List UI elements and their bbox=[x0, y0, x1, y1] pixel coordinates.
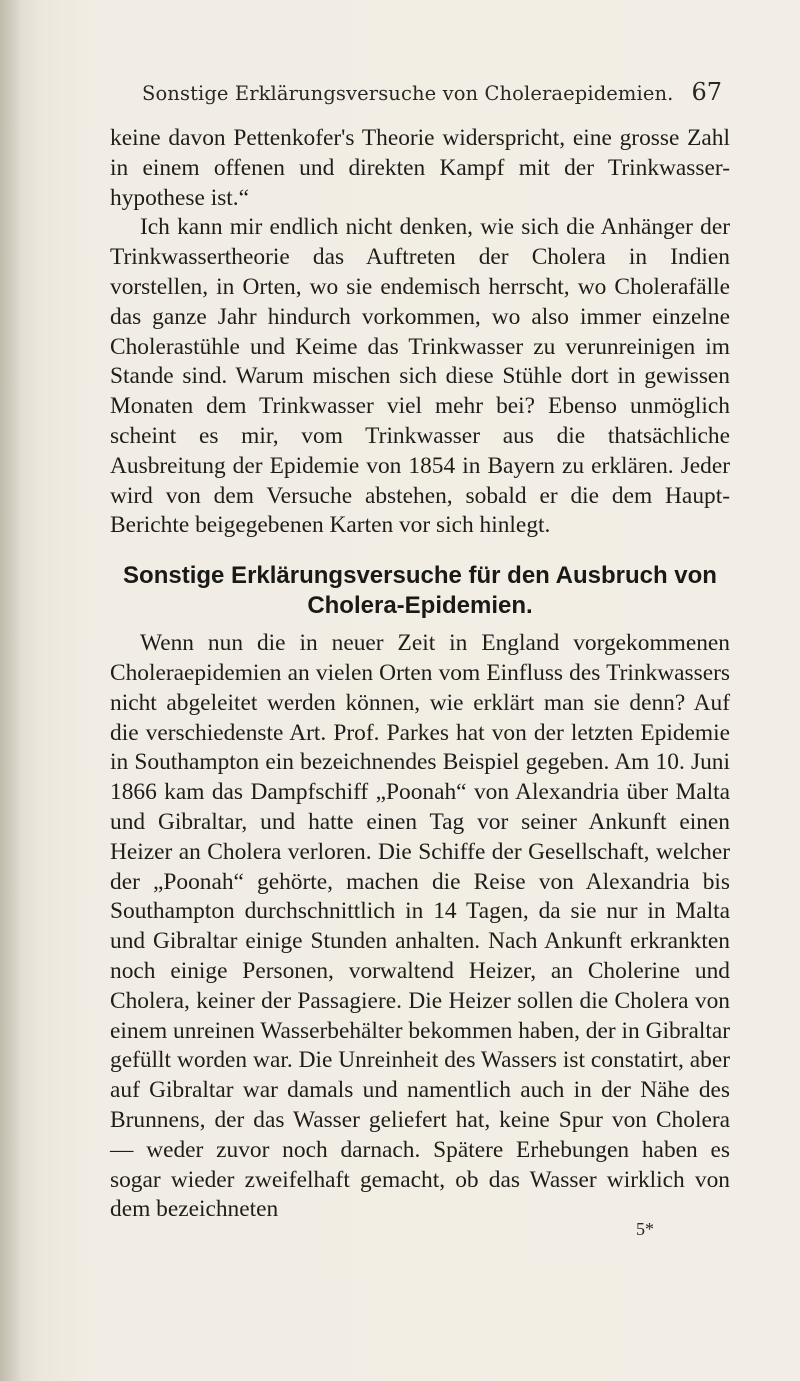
running-head bbox=[110, 78, 730, 112]
section-heading: Sonstige Erklärungsversuche für den Ausbruch von Cholera-Epidemien. bbox=[123, 562, 717, 620]
page-number: 67 bbox=[691, 78, 722, 106]
signature-mark: 5* bbox=[636, 1219, 654, 1239]
paragraph-continued: keine davon Pettenkofer's Theorie widerspricht, eine grosse Zahl in einem offenen und direkten Kampf mit der Trinkwasser-hypothese ist.“ bbox=[110, 125, 730, 211]
paragraph-southampton: Wenn nun die in neuer Zeit in England vorgekommenen Choleraepidemien an vielen Orten vom Einfluss des Trinkwassers nicht abgeleitet werden können, wie erklärt man sie denn? Auf die verschiedenste Art. Prof. Parkes hat von der letzten Epidemie in Southampton ein bezeichnendes Beispiel gegeben. Am 10. Juni 1866 kam das Dampfschiff „Poonah“ von Alexandria über Malta und Gibraltar, und hatte einen Tag vor seiner Ankunft einen Heizer an Cholera verloren. Die Schiffe der Gesellschaft, welcher der „Poonah“ gehörte, machen die Reise von Alexandria bis Southampton durchschnittlich in 14 Tagen, da sie nur in Malta und Gibraltar einige Stunden anhalten. Nach Ankunft erkrankten noch einige Personen, vorwaltend Heizer, an Cholerine und Cholera, keiner der Passagiere. Die Heizer sollen die Cholera von einem unreinen Wasserbehälter bekommen haben, der in Gibraltar gefüllt worden war. Die Unreinheit des Wassers ist constatirt, aber auf Gibraltar war damals und namentlich auch in der Nähe des Brunnens, der das Wasser geliefert hat, keine Spur von Cholera — weder zuvor noch darnach. Spätere Erhebungen haben es sogar wieder zweifelhaft gemacht, ob das Wasser wirklich von dem bezeichneten bbox=[110, 630, 730, 1223]
body-text bbox=[110, 124, 730, 1225]
paragraph-trinkwassertheorie: Ich kann mir endlich nicht denken, wie sich die Anhänger der Trinkwassertheorie das Auftreten der Cholera in Indien vorstellen, in Orten, wo sie endemisch herrscht, wo Cholerafälle das ganze Jahr hindurch vorkommen, wo also immer einzelne Cholerastühle und Keime das Trinkwasser zu verunreinigen im Stande sind. Warum mischen sich diese Stühle dort in gewissen Monaten dem Trinkwasser viel mehr bei? Ebenso unmöglich scheint es mir, vom Trinkwasser aus die thatsächliche Ausbreitung der Epidemie von 1854 in Bayern zu erklären. Jeder wird von dem Versuche abstehen, sobald er die dem Haupt-Berichte beigegebenen Karten vor sich hinlegt. bbox=[110, 214, 730, 539]
running-head-title: Sonstige Erklärungsversuche von Choleraepidemien. bbox=[142, 82, 674, 105]
